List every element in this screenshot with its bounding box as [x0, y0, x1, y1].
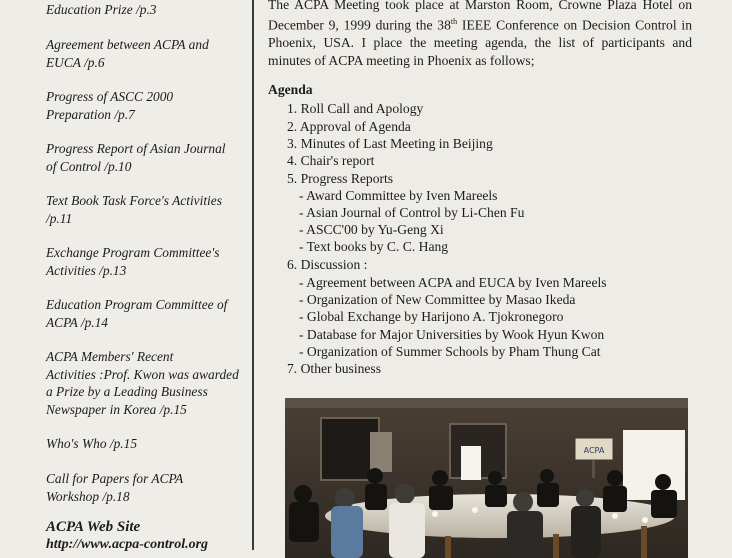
toc-line: /p.11: [46, 210, 73, 226]
toc-line: Who's Who /p.15: [46, 436, 138, 451]
agenda-subitem: - ASCC'00 by Yu-Geng Xi: [299, 222, 444, 237]
agenda-item: 3. Minutes of Last Meeting in Beijing: [287, 136, 493, 151]
toc-item-education-program: [46, 296, 246, 331]
agenda-item: 4. Chair's report: [287, 153, 375, 168]
agenda-item: 6. Discussion :: [287, 257, 368, 272]
toc-line: Newspaper in Korea /p.15: [46, 401, 187, 417]
toc-line: Exchange Program Committee's: [46, 245, 220, 260]
photo-sign: ACPA: [583, 446, 605, 455]
website-url: http://www.acpa-control.org: [46, 537, 209, 552]
toc-line: Activities :Prof. Kwon was awarded: [46, 366, 239, 382]
toc-item-members-activities: [46, 348, 250, 418]
column-divider: [252, 0, 254, 550]
toc-line: ACPA Members' Recent: [46, 349, 174, 364]
toc-line: Education Program Committee of: [46, 297, 228, 312]
agenda-subitem: - Global Exchange by Harijono A. Tjokronegoro: [299, 309, 564, 324]
agenda-subitem: - Award Committee by Iven Mareels: [299, 188, 498, 203]
toc-item-exchange-program: [46, 244, 246, 279]
intro-text-part1: The ACPA Meeting took place at Marston Room, Crowne Plaza Hotel on December 9, 1999 during the 38: [268, 0, 692, 33]
agenda-item: 5. Progress Reports: [287, 171, 394, 186]
agenda-subitem: - Text books by C. C. Hang: [299, 239, 449, 254]
toc-item-whos-who: [46, 435, 246, 453]
meeting-photo: [285, 398, 688, 558]
toc-line: Text Book Task Force's Activities: [46, 193, 222, 208]
toc-line: Agreement between ACPA and: [46, 37, 209, 52]
intro-paragraph: [268, 0, 692, 69]
toc-line: Call for Papers for ACPA: [46, 471, 184, 486]
agenda-subitem: - Organization of Summer Schools by Pham Thung Cat: [299, 344, 601, 359]
toc-line: Workshop /p.18: [46, 488, 130, 504]
toc-item-education-prize: [46, 1, 246, 19]
agenda-item: 1. Roll Call and Apology: [287, 101, 424, 116]
toc-item-asian-journal: [46, 140, 246, 175]
agenda-subitem: - Organization of New Committee by Masao Ikeda: [299, 292, 576, 307]
ordinal-suffix: th: [450, 17, 458, 27]
toc-item-ascc-2000: [46, 88, 246, 123]
toc-line: EUCA /p.6: [46, 54, 105, 70]
toc-line: of Control /p.10: [46, 158, 132, 174]
toc-item-agreement: [46, 36, 246, 71]
toc-line: Preparation /p.7: [46, 106, 135, 122]
agenda-subitem: - Database for Major Universities by Wook Hyun Kwon: [299, 327, 605, 342]
agenda-subitem: - Asian Journal of Control by Li-Chen Fu: [299, 205, 525, 220]
toc-line: Education Prize /p.3: [46, 2, 157, 17]
toc-line: a Prize by a Leading Business: [46, 384, 208, 399]
agenda-item: 7. Other business: [287, 361, 382, 376]
website-title: ACPA Web Site: [46, 519, 141, 535]
agenda-item: 2. Approval of Agenda: [287, 119, 411, 134]
intro-text-part2: IEEE Conference on Decision Control in Phoenix, USA. I place the meeting agenda, the list of participants and minutes of ACPA meeting in Phoenix as follows;: [268, 17, 692, 68]
toc-line: ACPA /p.14: [46, 314, 109, 330]
agenda-heading: Agenda: [268, 82, 313, 97]
agenda-subitem: - Agreement between ACPA and EUCA by Iven Mareels: [299, 275, 607, 290]
toc-item-text-book: [46, 192, 246, 227]
toc-line: Activities /p.13: [46, 262, 127, 278]
toc-line: Progress Report of Asian Journal: [46, 141, 226, 156]
toc-item-call-for-papers: [46, 470, 246, 505]
toc-line: Progress of ASCC 2000: [46, 89, 174, 104]
